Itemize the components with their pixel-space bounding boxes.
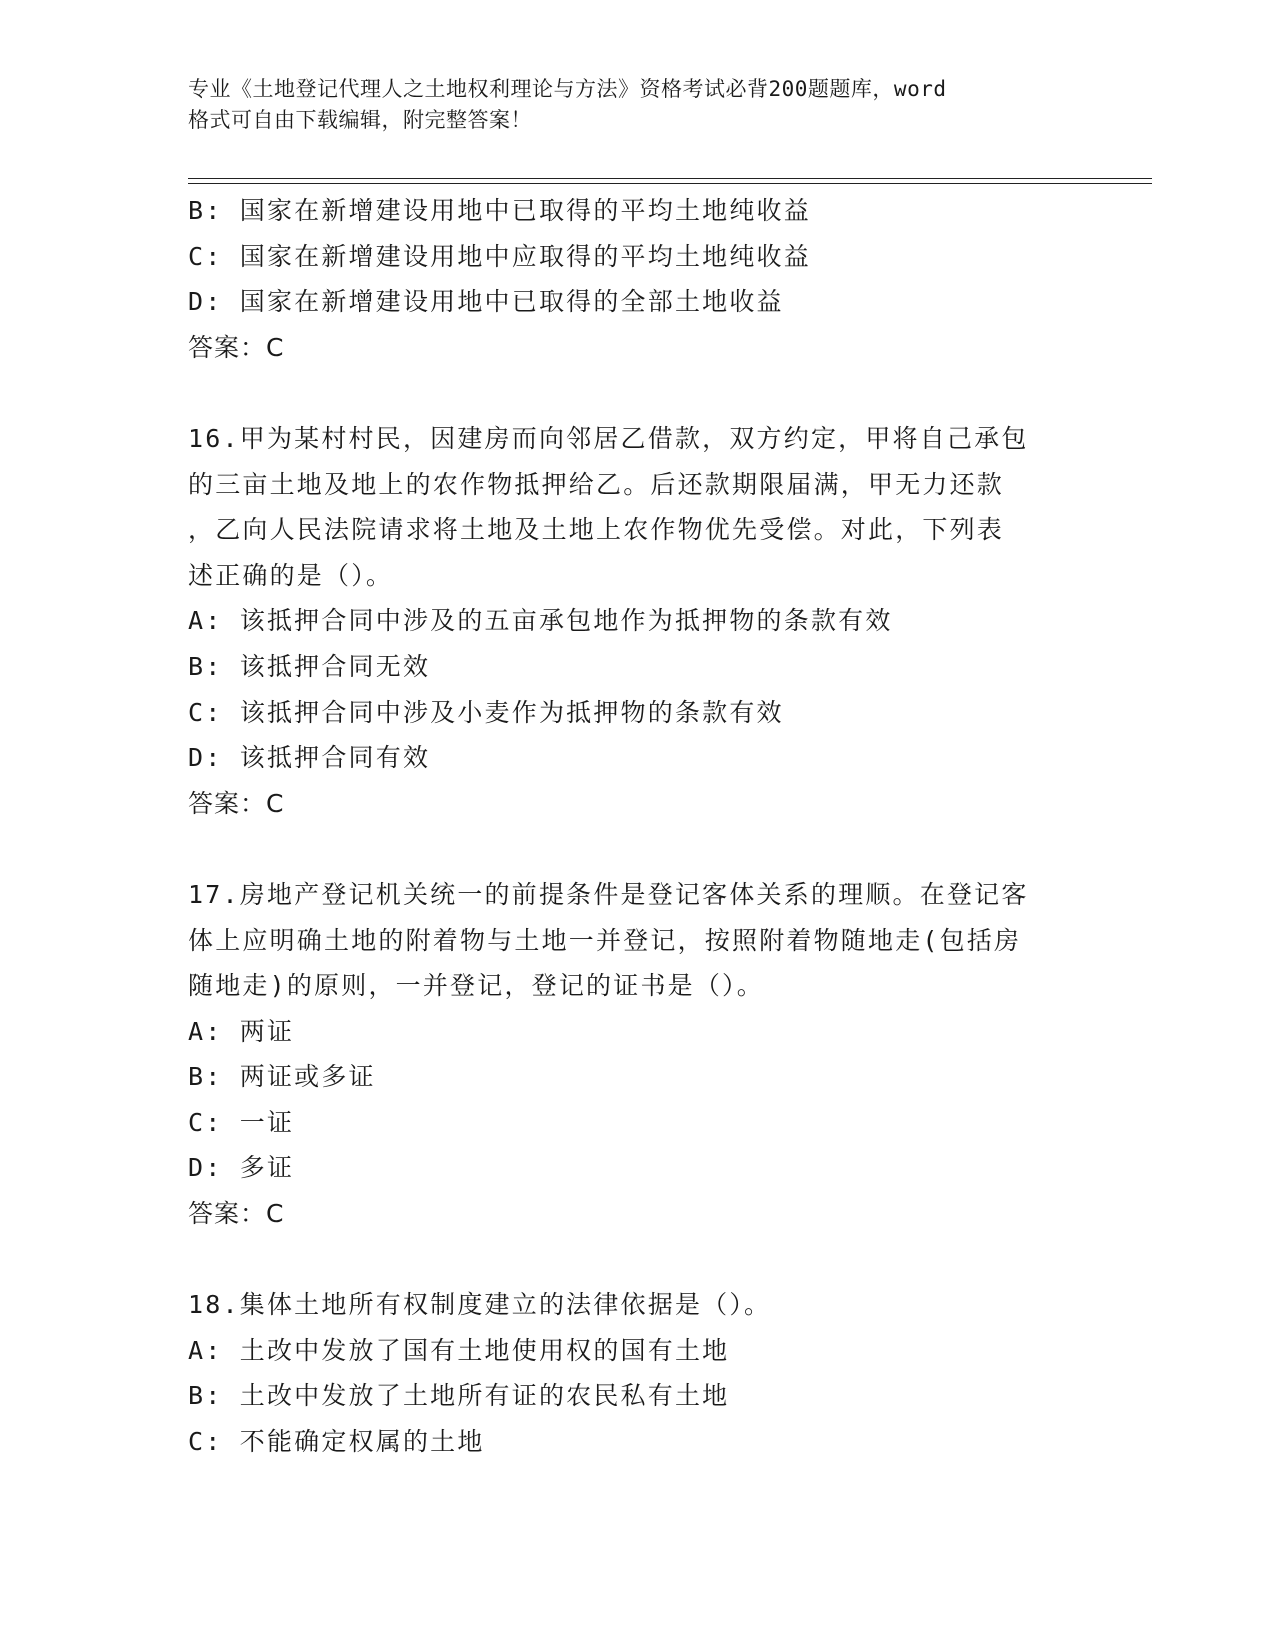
answer-label: 答案：C xyxy=(188,788,285,818)
question-stem-line: 17.房地产登记机关统一的前提条件是登记客体关系的理顺。在登记客 xyxy=(188,879,1029,909)
option-b: B: 土改中发放了土地所有证的农民私有土地 xyxy=(188,1381,730,1411)
spacer xyxy=(188,370,1088,416)
question-17 xyxy=(188,872,1088,1237)
question-stem-line: 体上应明确土地的附着物与土地一并登记，按照附着物随地走(包括房 xyxy=(188,925,1022,955)
answer-label: 答案：C xyxy=(188,332,285,362)
question-stem-line: ，乙向人民法院请求将土地及土地上农作物优先受偿。对此，下列表 xyxy=(188,515,1005,545)
question-stem-line: 随地走)的原则，一并登记，登记的证书是（）。 xyxy=(188,971,764,1001)
question-list xyxy=(188,188,1088,1465)
option-d: D: 国家在新增建设用地中已取得的全部土地收益 xyxy=(188,287,784,317)
document-header xyxy=(188,74,1088,136)
question-stem-line: 的三亩土地及地上的农作物抵押给乙。后还款期限届满，甲无力还款 xyxy=(188,469,1005,499)
question-15-tail xyxy=(188,188,1088,370)
header-line-2: 格式可自由下载编辑，附完整答案！ xyxy=(188,108,532,132)
question-16 xyxy=(188,416,1088,826)
option-b: B: 两证或多证 xyxy=(188,1062,376,1092)
option-c: C: 该抵押合同中涉及小麦作为抵押物的条款有效 xyxy=(188,697,784,727)
question-stem-line: 述正确的是（）。 xyxy=(188,560,394,590)
option-a: A: 该抵押合同中涉及的五亩承包地作为抵押物的条款有效 xyxy=(188,606,893,636)
header-line-1: 专业《土地登记代理人之土地权利理论与方法》资格考试必背200题题库，word xyxy=(188,77,947,101)
option-d: D: 多证 xyxy=(188,1153,295,1183)
answer-label: 答案：C xyxy=(188,1199,285,1229)
header-divider-bottom xyxy=(188,183,1152,184)
spacer xyxy=(188,1237,1088,1283)
question-stem-line: 16.甲为某村村民，因建房而向邻居乙借款，双方约定，甲将自己承包 xyxy=(188,423,1029,453)
header-divider-top xyxy=(188,178,1152,179)
option-c: C: 一证 xyxy=(188,1107,295,1137)
spacer xyxy=(188,826,1088,872)
option-c: C: 不能确定权属的土地 xyxy=(188,1427,485,1457)
option-a: A: 两证 xyxy=(188,1016,295,1046)
option-b: B: 国家在新增建设用地中已取得的平均土地纯收益 xyxy=(188,196,811,225)
option-d: D: 该抵押合同有效 xyxy=(188,743,431,773)
question-stem-line: 18.集体土地所有权制度建立的法律依据是（）。 xyxy=(188,1290,772,1320)
option-a: A: 土改中发放了国有土地使用权的国有土地 xyxy=(188,1335,730,1365)
option-c: C: 国家在新增建设用地中应取得的平均土地纯收益 xyxy=(188,241,811,271)
option-b: B: 该抵押合同无效 xyxy=(188,651,431,681)
question-18 xyxy=(188,1282,1088,1464)
